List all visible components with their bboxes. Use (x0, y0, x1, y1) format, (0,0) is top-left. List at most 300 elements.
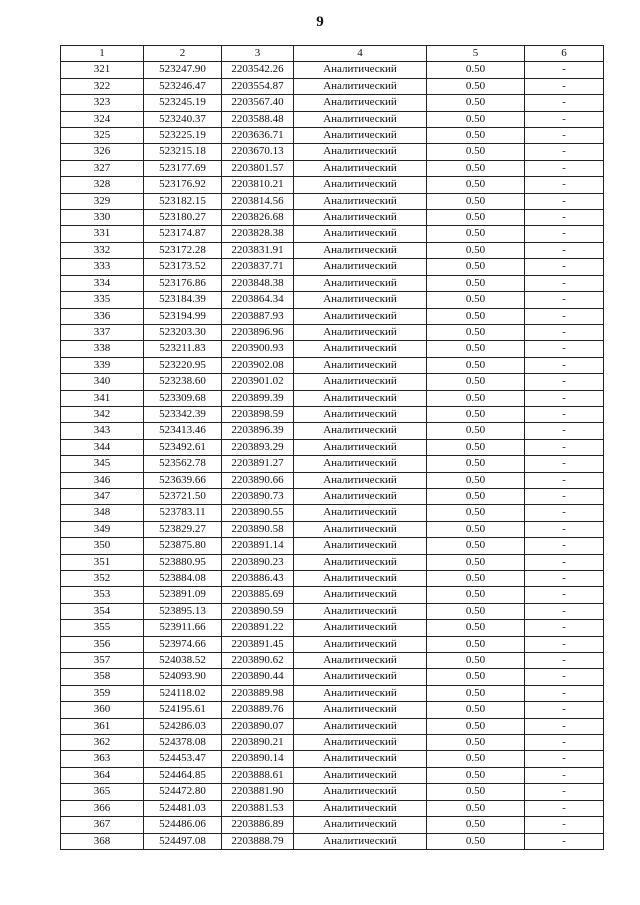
x-coordinate-cell: 523220.95 (144, 357, 222, 373)
x-coordinate-cell: 523180.27 (144, 210, 222, 226)
method-cell: Аналитический (294, 324, 427, 340)
method-cell: Аналитический (294, 292, 427, 308)
accuracy-cell: 0.50 (427, 833, 525, 849)
x-coordinate-cell: 523174.87 (144, 226, 222, 242)
x-coordinate-cell: 523194.99 (144, 308, 222, 324)
column-header-6: 6 (525, 46, 604, 62)
accuracy-cell: 0.50 (427, 603, 525, 619)
y-coordinate-cell: 2203891.45 (222, 636, 294, 652)
point-number-cell: 345 (61, 456, 144, 472)
y-coordinate-cell: 2203890.55 (222, 505, 294, 521)
accuracy-cell: 0.50 (427, 341, 525, 357)
page-number: 9 (316, 14, 324, 30)
note-cell: - (525, 374, 604, 390)
y-coordinate-cell: 2203814.56 (222, 193, 294, 209)
point-number-cell: 321 (61, 62, 144, 78)
note-cell: - (525, 456, 604, 472)
point-number-cell: 360 (61, 702, 144, 718)
point-number-cell: 330 (61, 210, 144, 226)
x-coordinate-cell: 524464.85 (144, 767, 222, 783)
accuracy-cell: 0.50 (427, 95, 525, 111)
method-cell: Аналитический (294, 423, 427, 439)
x-coordinate-cell: 523203.30 (144, 324, 222, 340)
table-row (61, 341, 604, 357)
method-cell: Аналитический (294, 718, 427, 734)
method-cell: Аналитический (294, 62, 427, 78)
method-cell: Аналитический (294, 160, 427, 176)
accuracy-cell: 0.50 (427, 620, 525, 636)
method-cell: Аналитический (294, 817, 427, 833)
note-cell: - (525, 406, 604, 422)
accuracy-cell: 0.50 (427, 78, 525, 94)
note-cell: - (525, 587, 604, 603)
table-row (61, 702, 604, 718)
y-coordinate-cell: 2203891.14 (222, 538, 294, 554)
point-number-cell: 363 (61, 751, 144, 767)
accuracy-cell: 0.50 (427, 324, 525, 340)
y-coordinate-cell: 2203890.62 (222, 653, 294, 669)
x-coordinate-cell: 523783.11 (144, 505, 222, 521)
y-coordinate-cell: 2203896.39 (222, 423, 294, 439)
x-coordinate-cell: 523238.60 (144, 374, 222, 390)
table-row (61, 505, 604, 521)
point-number-cell: 361 (61, 718, 144, 734)
accuracy-cell: 0.50 (427, 357, 525, 373)
y-coordinate-cell: 2203886.43 (222, 571, 294, 587)
table-row (61, 685, 604, 701)
y-coordinate-cell: 2203896.96 (222, 324, 294, 340)
table-row (61, 669, 604, 685)
accuracy-cell: 0.50 (427, 653, 525, 669)
y-coordinate-cell: 2203826.68 (222, 210, 294, 226)
accuracy-cell: 0.50 (427, 587, 525, 603)
accuracy-cell: 0.50 (427, 423, 525, 439)
point-number-cell: 351 (61, 554, 144, 570)
x-coordinate-cell: 523177.69 (144, 160, 222, 176)
method-cell: Аналитический (294, 702, 427, 718)
note-cell: - (525, 259, 604, 275)
table-row (61, 456, 604, 472)
x-coordinate-cell: 523176.86 (144, 275, 222, 291)
y-coordinate-cell: 2203864.34 (222, 292, 294, 308)
method-cell: Аналитический (294, 128, 427, 144)
point-number-cell: 346 (61, 472, 144, 488)
method-cell: Аналитический (294, 603, 427, 619)
note-cell: - (525, 554, 604, 570)
note-cell: - (525, 160, 604, 176)
y-coordinate-cell: 2203890.66 (222, 472, 294, 488)
note-cell: - (525, 193, 604, 209)
y-coordinate-cell: 2203901.02 (222, 374, 294, 390)
note-cell: - (525, 423, 604, 439)
note-cell: - (525, 538, 604, 554)
table-row (61, 521, 604, 537)
point-number-cell: 355 (61, 620, 144, 636)
note-cell: - (525, 735, 604, 751)
point-number-cell: 328 (61, 177, 144, 193)
table-row (61, 292, 604, 308)
point-number-cell: 365 (61, 784, 144, 800)
table-row (61, 587, 604, 603)
method-cell: Аналитический (294, 653, 427, 669)
y-coordinate-cell: 2203887.93 (222, 308, 294, 324)
note-cell: - (525, 357, 604, 373)
x-coordinate-cell: 523639.66 (144, 472, 222, 488)
note-cell: - (525, 472, 604, 488)
y-coordinate-cell: 2203890.59 (222, 603, 294, 619)
accuracy-cell: 0.50 (427, 193, 525, 209)
note-cell: - (525, 177, 604, 193)
point-number-cell: 332 (61, 242, 144, 258)
point-number-cell: 352 (61, 571, 144, 587)
point-number-cell: 348 (61, 505, 144, 521)
x-coordinate-cell: 523880.95 (144, 554, 222, 570)
x-coordinate-cell: 524453.47 (144, 751, 222, 767)
note-cell: - (525, 324, 604, 340)
y-coordinate-cell: 2203891.27 (222, 456, 294, 472)
point-number-cell: 324 (61, 111, 144, 127)
note-cell: - (525, 800, 604, 816)
method-cell: Аналитический (294, 210, 427, 226)
y-coordinate-cell: 2203801.57 (222, 160, 294, 176)
x-coordinate-cell: 523182.15 (144, 193, 222, 209)
method-cell: Аналитический (294, 833, 427, 849)
table-row (61, 800, 604, 816)
table-row (61, 603, 604, 619)
x-coordinate-cell: 523829.27 (144, 521, 222, 537)
table-row (61, 357, 604, 373)
accuracy-cell: 0.50 (427, 439, 525, 455)
table-row (61, 751, 604, 767)
table-row (61, 324, 604, 340)
method-cell: Аналитический (294, 193, 427, 209)
x-coordinate-cell: 524378.08 (144, 735, 222, 751)
table-row (61, 538, 604, 554)
note-cell: - (525, 390, 604, 406)
table-row (61, 636, 604, 652)
accuracy-cell: 0.50 (427, 505, 525, 521)
x-coordinate-cell: 523309.68 (144, 390, 222, 406)
x-coordinate-cell: 523176.92 (144, 177, 222, 193)
table-row (61, 423, 604, 439)
table-row (61, 78, 604, 94)
x-coordinate-cell: 524497.08 (144, 833, 222, 849)
method-cell: Аналитический (294, 488, 427, 504)
accuracy-cell: 0.50 (427, 390, 525, 406)
x-coordinate-cell: 524093.90 (144, 669, 222, 685)
point-number-cell: 366 (61, 800, 144, 816)
y-coordinate-cell: 2203636.71 (222, 128, 294, 144)
column-header-4: 4 (294, 46, 427, 62)
method-cell: Аналитический (294, 636, 427, 652)
x-coordinate-cell: 523173.52 (144, 259, 222, 275)
y-coordinate-cell: 2203837.71 (222, 259, 294, 275)
table-row (61, 62, 604, 78)
x-coordinate-cell: 523225.19 (144, 128, 222, 144)
accuracy-cell: 0.50 (427, 406, 525, 422)
table-row (61, 275, 604, 291)
note-cell: - (525, 751, 604, 767)
point-number-cell: 364 (61, 767, 144, 783)
note-cell: - (525, 62, 604, 78)
accuracy-cell: 0.50 (427, 554, 525, 570)
point-number-cell: 336 (61, 308, 144, 324)
x-coordinate-cell: 523245.19 (144, 95, 222, 111)
table-row (61, 128, 604, 144)
x-coordinate-cell: 523240.37 (144, 111, 222, 127)
accuracy-cell: 0.50 (427, 308, 525, 324)
accuracy-cell: 0.50 (427, 275, 525, 291)
y-coordinate-cell: 2203885.69 (222, 587, 294, 603)
point-number-cell: 367 (61, 817, 144, 833)
point-number-cell: 350 (61, 538, 144, 554)
table-row (61, 177, 604, 193)
note-cell: - (525, 95, 604, 111)
method-cell: Аналитический (294, 554, 427, 570)
x-coordinate-cell: 523492.61 (144, 439, 222, 455)
coordinates-table (60, 45, 604, 850)
accuracy-cell: 0.50 (427, 751, 525, 767)
y-coordinate-cell: 2203890.21 (222, 735, 294, 751)
table-row (61, 259, 604, 275)
column-header-5: 5 (427, 46, 525, 62)
x-coordinate-cell: 523895.13 (144, 603, 222, 619)
note-cell: - (525, 685, 604, 701)
table-row (61, 95, 604, 111)
note-cell: - (525, 226, 604, 242)
x-coordinate-cell: 523211.83 (144, 341, 222, 357)
y-coordinate-cell: 2203902.08 (222, 357, 294, 373)
y-coordinate-cell: 2203848.38 (222, 275, 294, 291)
method-cell: Аналитический (294, 439, 427, 455)
table-body (61, 62, 604, 850)
note-cell: - (525, 275, 604, 291)
method-cell: Аналитический (294, 767, 427, 783)
x-coordinate-cell: 523172.28 (144, 242, 222, 258)
table-row (61, 767, 604, 783)
x-coordinate-cell: 524472.80 (144, 784, 222, 800)
note-cell: - (525, 833, 604, 849)
note-cell: - (525, 521, 604, 537)
accuracy-cell: 0.50 (427, 521, 525, 537)
accuracy-cell: 0.50 (427, 472, 525, 488)
accuracy-cell: 0.50 (427, 800, 525, 816)
y-coordinate-cell: 2203554.87 (222, 78, 294, 94)
table-row (61, 833, 604, 849)
method-cell: Аналитический (294, 226, 427, 242)
x-coordinate-cell: 523184.39 (144, 292, 222, 308)
column-header-1: 1 (61, 46, 144, 62)
point-number-cell: 354 (61, 603, 144, 619)
y-coordinate-cell: 2203831.91 (222, 242, 294, 258)
y-coordinate-cell: 2203890.58 (222, 521, 294, 537)
point-number-cell: 359 (61, 685, 144, 701)
method-cell: Аналитический (294, 144, 427, 160)
note-cell: - (525, 603, 604, 619)
x-coordinate-cell: 523891.09 (144, 587, 222, 603)
accuracy-cell: 0.50 (427, 702, 525, 718)
accuracy-cell: 0.50 (427, 735, 525, 751)
note-cell: - (525, 210, 604, 226)
accuracy-cell: 0.50 (427, 160, 525, 176)
accuracy-cell: 0.50 (427, 817, 525, 833)
table-row (61, 718, 604, 734)
method-cell: Аналитический (294, 78, 427, 94)
table-row (61, 735, 604, 751)
table-header-row (61, 46, 604, 62)
x-coordinate-cell: 523247.90 (144, 62, 222, 78)
table-row (61, 488, 604, 504)
table-row (61, 571, 604, 587)
note-cell: - (525, 242, 604, 258)
point-number-cell: 341 (61, 390, 144, 406)
method-cell: Аналитический (294, 259, 427, 275)
note-cell: - (525, 767, 604, 783)
accuracy-cell: 0.50 (427, 456, 525, 472)
note-cell: - (525, 784, 604, 800)
point-number-cell: 338 (61, 341, 144, 357)
method-cell: Аналитический (294, 735, 427, 751)
y-coordinate-cell: 2203670.13 (222, 144, 294, 160)
x-coordinate-cell: 524481.03 (144, 800, 222, 816)
method-cell: Аналитический (294, 111, 427, 127)
method-cell: Аналитический (294, 472, 427, 488)
y-coordinate-cell: 2203542.26 (222, 62, 294, 78)
point-number-cell: 342 (61, 406, 144, 422)
x-coordinate-cell: 524118.02 (144, 685, 222, 701)
table-row (61, 226, 604, 242)
point-number-cell: 331 (61, 226, 144, 242)
table-row (61, 193, 604, 209)
method-cell: Аналитический (294, 390, 427, 406)
point-number-cell: 343 (61, 423, 144, 439)
x-coordinate-cell: 523246.47 (144, 78, 222, 94)
y-coordinate-cell: 2203890.73 (222, 488, 294, 504)
accuracy-cell: 0.50 (427, 784, 525, 800)
note-cell: - (525, 817, 604, 833)
method-cell: Аналитический (294, 406, 427, 422)
y-coordinate-cell: 2203888.79 (222, 833, 294, 849)
column-header-2: 2 (144, 46, 222, 62)
y-coordinate-cell: 2203889.76 (222, 702, 294, 718)
method-cell: Аналитический (294, 275, 427, 291)
accuracy-cell: 0.50 (427, 767, 525, 783)
method-cell: Аналитический (294, 521, 427, 537)
point-number-cell: 334 (61, 275, 144, 291)
y-coordinate-cell: 2203900.93 (222, 341, 294, 357)
x-coordinate-cell: 523974.66 (144, 636, 222, 652)
y-coordinate-cell: 2203891.22 (222, 620, 294, 636)
note-cell: - (525, 308, 604, 324)
point-number-cell: 322 (61, 78, 144, 94)
point-number-cell: 358 (61, 669, 144, 685)
accuracy-cell: 0.50 (427, 259, 525, 275)
y-coordinate-cell: 2203890.07 (222, 718, 294, 734)
table-row (61, 242, 604, 258)
method-cell: Аналитический (294, 308, 427, 324)
point-number-cell: 339 (61, 357, 144, 373)
method-cell: Аналитический (294, 669, 427, 685)
accuracy-cell: 0.50 (427, 571, 525, 587)
y-coordinate-cell: 2203890.23 (222, 554, 294, 570)
point-number-cell: 356 (61, 636, 144, 652)
table-row (61, 620, 604, 636)
x-coordinate-cell: 524195.61 (144, 702, 222, 718)
y-coordinate-cell: 2203890.14 (222, 751, 294, 767)
x-coordinate-cell: 523911.66 (144, 620, 222, 636)
point-number-cell: 337 (61, 324, 144, 340)
table-row (61, 472, 604, 488)
accuracy-cell: 0.50 (427, 685, 525, 701)
x-coordinate-cell: 523721.50 (144, 488, 222, 504)
method-cell: Аналитический (294, 620, 427, 636)
x-coordinate-cell: 524038.52 (144, 653, 222, 669)
y-coordinate-cell: 2203889.98 (222, 685, 294, 701)
x-coordinate-cell: 523215.18 (144, 144, 222, 160)
method-cell: Аналитический (294, 587, 427, 603)
y-coordinate-cell: 2203881.90 (222, 784, 294, 800)
y-coordinate-cell: 2203888.61 (222, 767, 294, 783)
table-row (61, 160, 604, 176)
point-number-cell: 333 (61, 259, 144, 275)
point-number-cell: 329 (61, 193, 144, 209)
method-cell: Аналитический (294, 800, 427, 816)
y-coordinate-cell: 2203881.53 (222, 800, 294, 816)
y-coordinate-cell: 2203828.38 (222, 226, 294, 242)
table-row (61, 111, 604, 127)
method-cell: Аналитический (294, 456, 427, 472)
y-coordinate-cell: 2203886.89 (222, 817, 294, 833)
x-coordinate-cell: 524486.06 (144, 817, 222, 833)
note-cell: - (525, 718, 604, 734)
point-number-cell: 347 (61, 488, 144, 504)
table-row (61, 210, 604, 226)
method-cell: Аналитический (294, 571, 427, 587)
note-cell: - (525, 505, 604, 521)
x-coordinate-cell: 523562.78 (144, 456, 222, 472)
point-number-cell: 353 (61, 587, 144, 603)
y-coordinate-cell: 2203890.44 (222, 669, 294, 685)
method-cell: Аналитический (294, 242, 427, 258)
note-cell: - (525, 571, 604, 587)
table-row (61, 439, 604, 455)
x-coordinate-cell: 523875.80 (144, 538, 222, 554)
point-number-cell: 362 (61, 735, 144, 751)
table-row (61, 374, 604, 390)
point-number-cell: 349 (61, 521, 144, 537)
y-coordinate-cell: 2203588.48 (222, 111, 294, 127)
accuracy-cell: 0.50 (427, 669, 525, 685)
y-coordinate-cell: 2203810.21 (222, 177, 294, 193)
y-coordinate-cell: 2203898.59 (222, 406, 294, 422)
note-cell: - (525, 653, 604, 669)
table-row (61, 784, 604, 800)
accuracy-cell: 0.50 (427, 177, 525, 193)
y-coordinate-cell: 2203567.40 (222, 95, 294, 111)
table-row (61, 390, 604, 406)
accuracy-cell: 0.50 (427, 374, 525, 390)
accuracy-cell: 0.50 (427, 242, 525, 258)
accuracy-cell: 0.50 (427, 111, 525, 127)
method-cell: Аналитический (294, 341, 427, 357)
accuracy-cell: 0.50 (427, 226, 525, 242)
note-cell: - (525, 144, 604, 160)
accuracy-cell: 0.50 (427, 128, 525, 144)
accuracy-cell: 0.50 (427, 488, 525, 504)
x-coordinate-cell: 523413.46 (144, 423, 222, 439)
point-number-cell: 325 (61, 128, 144, 144)
accuracy-cell: 0.50 (427, 144, 525, 160)
